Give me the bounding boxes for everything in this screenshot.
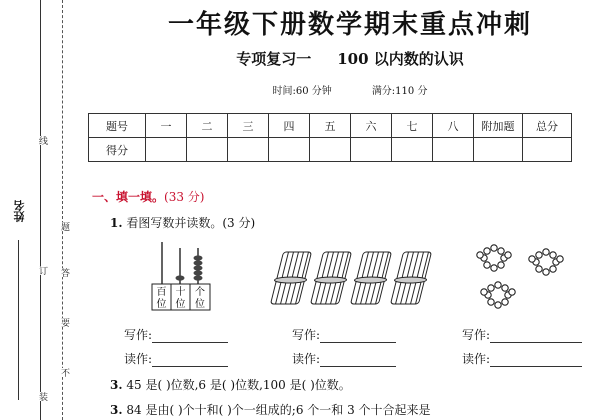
write-answer-blank-2[interactable] xyxy=(320,330,396,343)
binding-solid-line xyxy=(40,0,41,420)
table-cell: 一 xyxy=(146,114,187,138)
read-answer-blank-1[interactable] xyxy=(152,354,228,367)
page-subtitle xyxy=(100,48,600,69)
write-label: 写作: xyxy=(124,328,153,342)
read-answer-blank-2[interactable] xyxy=(320,354,396,367)
question-3-text: 84 是由( )个十和( )个一组成的;6 个一和 3 个十合起来是 xyxy=(126,403,431,417)
table-cell: 总分 xyxy=(523,114,572,138)
read-row-1 xyxy=(124,350,228,367)
section-1-heading xyxy=(92,188,204,205)
notice-char-1: 题 xyxy=(59,222,69,231)
binding-margin xyxy=(0,0,85,420)
question-2-text: 45 是( )位数,6 是( )位数,100 是( )位数。 xyxy=(126,378,351,392)
write-label: 写作: xyxy=(462,328,491,342)
score-table xyxy=(88,113,572,162)
read-label: 读作: xyxy=(462,352,491,366)
write-answer-blank-3[interactable] xyxy=(490,330,582,343)
table-cell: 题号 xyxy=(89,114,146,138)
score-cell[interactable] xyxy=(474,138,523,162)
exam-meta xyxy=(100,82,600,97)
write-row-3 xyxy=(462,326,582,343)
notice-char-4: 不 xyxy=(59,368,69,377)
table-cell: 七 xyxy=(392,114,433,138)
bead-rings-icon xyxy=(472,240,572,312)
svg-text:百: 百 xyxy=(156,287,167,298)
question-1-number: 1. xyxy=(110,216,123,230)
subtitle-part-1: 专项复习一 xyxy=(236,50,312,68)
read-label: 读作: xyxy=(292,352,321,366)
binding-dashed-line xyxy=(62,0,63,420)
read-row-2 xyxy=(292,350,396,367)
score-cell[interactable] xyxy=(187,138,228,162)
score-cell[interactable] xyxy=(433,138,474,162)
score-cell[interactable] xyxy=(310,138,351,162)
write-row-1 xyxy=(124,326,228,343)
table-cell: 六 xyxy=(351,114,392,138)
svg-text:位: 位 xyxy=(156,299,167,310)
student-name-line[interactable] xyxy=(18,240,19,400)
question-2-number: 3. xyxy=(110,378,123,392)
notice-char-2: 答 xyxy=(59,268,69,277)
read-row-3 xyxy=(462,350,582,367)
table-cell: 五 xyxy=(310,114,351,138)
svg-text:位: 位 xyxy=(175,299,186,310)
svg-text:个: 个 xyxy=(195,287,205,298)
table-cell: 四 xyxy=(269,114,310,138)
binding-char-bind: 装 xyxy=(37,392,47,401)
score-cell[interactable] xyxy=(269,138,310,162)
read-answer-blank-3[interactable] xyxy=(490,354,582,367)
section-1-points: (33 分) xyxy=(164,190,205,204)
score-cell[interactable] xyxy=(351,138,392,162)
table-cell: 三 xyxy=(228,114,269,138)
read-label: 读作: xyxy=(124,352,153,366)
write-answer-blank-1[interactable] xyxy=(152,330,228,343)
stick-bundles-icon xyxy=(270,250,440,308)
score-cell[interactable] xyxy=(146,138,187,162)
full-score: 满分:110 分 xyxy=(371,86,428,97)
question-3 xyxy=(110,401,431,418)
score-table-score-row xyxy=(89,138,572,162)
student-name-label: 姓名 xyxy=(13,200,26,222)
score-cell[interactable] xyxy=(523,138,572,162)
score-table-header-row xyxy=(89,114,572,138)
write-label: 写作: xyxy=(292,328,321,342)
table-cell: 八 xyxy=(433,114,474,138)
svg-text:位: 位 xyxy=(195,299,205,310)
question-1 xyxy=(110,214,255,231)
score-cell[interactable] xyxy=(228,138,269,162)
svg-text:十: 十 xyxy=(175,287,186,298)
notice-char-3: 要 xyxy=(59,318,69,327)
write-row-2 xyxy=(292,326,396,343)
section-1-title: 一、填一填。 xyxy=(92,190,165,204)
binding-char-staple: 订 xyxy=(37,266,47,275)
question-1-text: 看图写数并读数。(3 分) xyxy=(126,216,256,230)
question-3-number: 3. xyxy=(110,403,123,417)
table-cell: 二 xyxy=(187,114,228,138)
score-cell[interactable] xyxy=(392,138,433,162)
table-cell: 得分 xyxy=(89,138,146,162)
table-cell: 附加题 xyxy=(474,114,523,138)
abacus-icon xyxy=(150,240,212,312)
question-2 xyxy=(110,376,351,393)
time-limit: 时间:60 分钟 xyxy=(272,86,332,97)
binding-char-line: 线 xyxy=(37,136,47,145)
page-title: 一年级下册数学期末重点冲刺 xyxy=(167,10,532,40)
subtitle-part-2: 100 以内数的认识 xyxy=(337,50,464,68)
